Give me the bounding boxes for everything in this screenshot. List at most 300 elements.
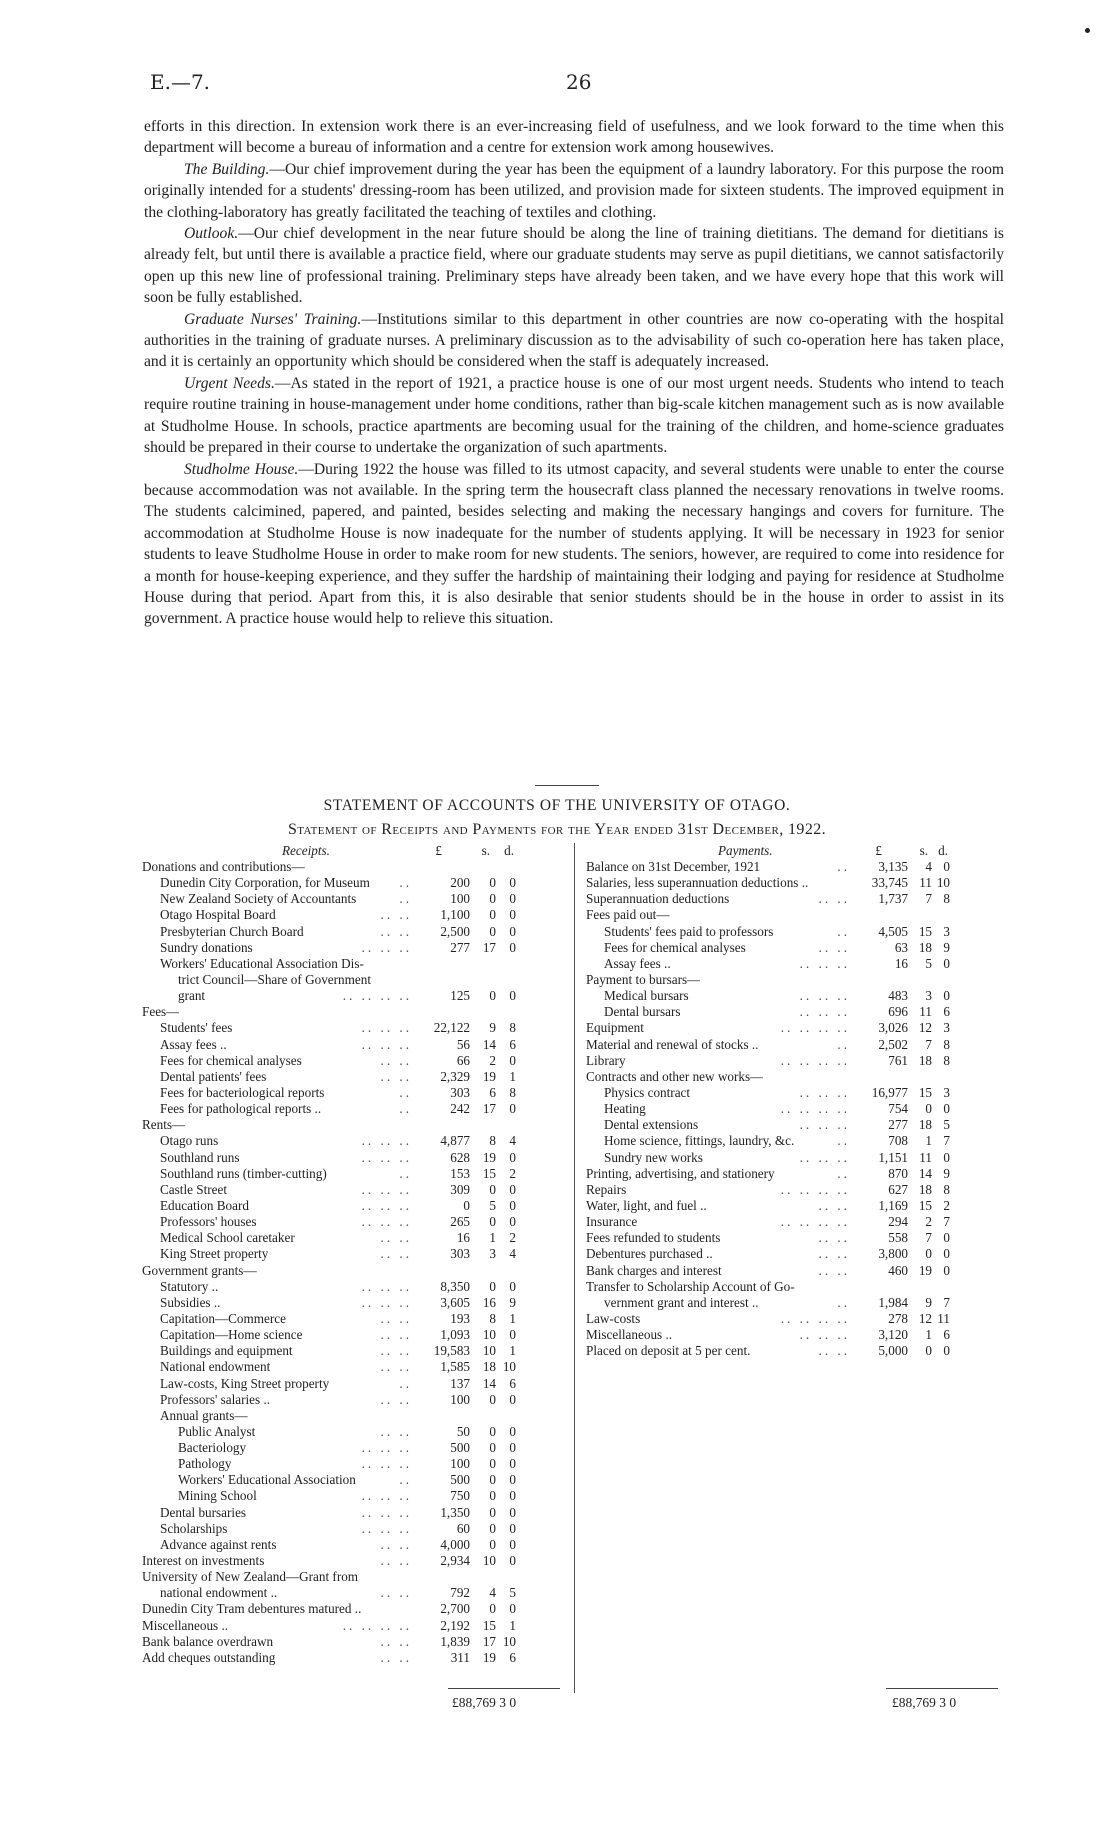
payments-shillings: 11 bbox=[919, 1004, 932, 1020]
payments-total: £88,769 3 0 bbox=[892, 1695, 957, 1710]
payments-label: Fees paid out— bbox=[586, 907, 670, 923]
receipts-leader: .. .. .. bbox=[361, 1294, 412, 1310]
payments-leader: .. bbox=[837, 1133, 850, 1149]
payments-row bbox=[586, 1182, 1000, 1198]
receipts-column bbox=[142, 843, 562, 1666]
payments-label: Miscellaneous .. bbox=[586, 1327, 673, 1343]
receipts-label: Southland runs bbox=[160, 1149, 240, 1165]
receipts-pence: 0 bbox=[509, 1504, 516, 1520]
payments-leader: .. .. bbox=[818, 1197, 850, 1213]
receipts-total: £88,769 3 0 bbox=[452, 1695, 517, 1710]
pence-header: d. bbox=[504, 843, 514, 858]
payments-shillings: 11 bbox=[919, 875, 932, 891]
payments-leader: .. .. .. bbox=[799, 955, 850, 971]
paragraph-needs bbox=[144, 373, 1004, 459]
receipts-shillings: 0 bbox=[489, 875, 496, 891]
payments-shillings: 7 bbox=[925, 1036, 932, 1052]
payments-label: Bank charges and interest bbox=[586, 1262, 722, 1278]
receipts-pounds: 500 bbox=[450, 1440, 470, 1456]
payments-label: Equipment bbox=[586, 1020, 644, 1036]
receipts-pounds: 309 bbox=[450, 1181, 470, 1197]
receipts-pence: 0 bbox=[509, 1181, 516, 1197]
receipts-row bbox=[142, 1618, 562, 1634]
receipts-shillings: 19 bbox=[482, 1649, 496, 1665]
payments-leader: .. .. .. .. bbox=[780, 1101, 850, 1117]
receipts-pounds: 56 bbox=[456, 1036, 470, 1052]
shillings-header: s. bbox=[481, 843, 490, 858]
receipts-pounds: 2,192 bbox=[440, 1617, 470, 1633]
receipts-pounds: 500 bbox=[450, 1472, 470, 1488]
receipts-pounds: 242 bbox=[450, 1101, 470, 1117]
payments-label: Material and renewal of stocks .. bbox=[586, 1036, 759, 1052]
statement-subtitle: Statement of Receipts and Payments for the Year ended 31st December, 1922. bbox=[287, 821, 827, 838]
paragraph-outlook-text: —Our chief development in the near future should be along the line of training dietitians. The demand for dietitians is already felt, but until there is available a practice field, where our graduate students may serve as pupil dietitians, we cannot satisfactorily open up this new line of professional training. Preliminary steps have already been taken, and we have every hope that this work will soon be fully established. bbox=[144, 225, 1004, 307]
pounds-header: £ bbox=[435, 843, 442, 858]
payments-header bbox=[586, 843, 1000, 859]
payments-row bbox=[586, 1246, 1000, 1262]
receipts-row bbox=[142, 1440, 562, 1456]
payments-shillings: 0 bbox=[925, 1343, 932, 1359]
payments-shillings: 7 bbox=[925, 1230, 932, 1246]
payments-pence: 0 bbox=[943, 988, 950, 1004]
receipts-leader: .. .. .. bbox=[361, 939, 412, 955]
receipts-pence: 2 bbox=[509, 1230, 516, 1246]
receipts-row bbox=[142, 907, 562, 923]
receipts-row bbox=[142, 1085, 562, 1101]
receipts-label: Fees for pathological reports .. bbox=[160, 1101, 322, 1117]
receipts-shillings: 10 bbox=[482, 1327, 496, 1343]
receipts-shillings: 0 bbox=[489, 1536, 496, 1552]
payments-leader: .. .. bbox=[818, 1246, 850, 1262]
receipts-pence: 0 bbox=[509, 1197, 516, 1213]
receipts-label: Miscellaneous .. bbox=[142, 1617, 229, 1633]
receipts-label: Bacteriology bbox=[178, 1440, 247, 1456]
receipts-label: Professors' salaries .. bbox=[160, 1391, 271, 1407]
payments-pounds: 277 bbox=[888, 1117, 908, 1133]
payments-shillings: 1 bbox=[925, 1327, 932, 1343]
payments-pounds: 16 bbox=[894, 955, 908, 971]
receipts-label: Add cheques outstanding bbox=[142, 1649, 276, 1665]
payments-pence: 3 bbox=[943, 1020, 950, 1036]
receipts-pounds: 153 bbox=[450, 1165, 470, 1181]
receipts-shillings: 2 bbox=[489, 1052, 496, 1068]
receipts-pounds: 16 bbox=[456, 1230, 470, 1246]
receipts-leader: .. .. bbox=[380, 1585, 412, 1601]
receipts-pence: 0 bbox=[509, 1052, 516, 1068]
receipts-label: Workers' Educational Association Dis- bbox=[160, 955, 364, 971]
payments-leader: .. .. bbox=[818, 891, 850, 907]
receipts-label: Workers' Educational Association bbox=[178, 1472, 356, 1488]
paragraph-studholme bbox=[144, 459, 1004, 630]
payments-label: Balance on 31st December, 1921 bbox=[586, 859, 761, 874]
paragraph-nurses bbox=[144, 309, 1004, 373]
payments-pounds: 761 bbox=[888, 1052, 908, 1068]
payments-row bbox=[586, 1311, 1000, 1327]
payments-label: Dental bursars bbox=[604, 1004, 681, 1020]
payments-pounds: 3,800 bbox=[878, 1246, 908, 1262]
payments-pence: 9 bbox=[943, 939, 950, 955]
receipts-label: Annual grants— bbox=[160, 1407, 248, 1423]
payments-pounds: 1,737 bbox=[878, 891, 908, 907]
receipts-label: Public Analyst bbox=[178, 1423, 256, 1439]
receipts-row bbox=[142, 1359, 562, 1375]
receipts-shillings: 0 bbox=[489, 907, 496, 923]
receipts-pence: 0 bbox=[509, 988, 516, 1004]
receipts-row bbox=[142, 1230, 562, 1246]
receipts-row bbox=[142, 1101, 562, 1117]
receipts-pounds: 66 bbox=[456, 1052, 470, 1068]
payments-title: Payments. bbox=[718, 843, 773, 858]
payments-pence: 0 bbox=[943, 1149, 950, 1165]
payments-shillings: 2 bbox=[925, 1214, 932, 1230]
payments-label: Repairs bbox=[586, 1181, 627, 1197]
statement-title: STATEMENT OF ACCOUNTS OF THE UNIVERSITY OF OTAGO. bbox=[323, 797, 791, 814]
receipts-leader: .. .. bbox=[380, 1230, 412, 1246]
payments-pence: 6 bbox=[943, 1327, 950, 1343]
receipts-row bbox=[142, 1117, 562, 1133]
payments-leader: .. .. .. .. bbox=[780, 1181, 850, 1197]
payments-shillings: 0 bbox=[925, 1101, 932, 1117]
receipts-label: Castle Street bbox=[160, 1181, 228, 1197]
receipts-pence: 6 bbox=[509, 1649, 516, 1665]
payments-shillings: 18 bbox=[918, 939, 932, 955]
receipts-leader: .. .. bbox=[380, 1391, 412, 1407]
receipts-row bbox=[142, 1424, 562, 1440]
receipts-leader: .. .. .. bbox=[361, 1440, 412, 1456]
payments-row bbox=[586, 1117, 1000, 1133]
receipts-title: Receipts. bbox=[282, 843, 330, 858]
body-text bbox=[144, 116, 1004, 630]
receipts-leader: .. .. bbox=[380, 1649, 412, 1665]
receipts-row bbox=[142, 1166, 562, 1182]
receipts-pounds: 1,093 bbox=[440, 1327, 470, 1343]
receipts-row bbox=[142, 1585, 562, 1601]
payments-leader: .. bbox=[837, 1036, 850, 1052]
payments-pounds: 278 bbox=[888, 1310, 908, 1326]
receipts-pence: 0 bbox=[509, 1472, 516, 1488]
payments-label: Salaries, less superannuation deductions .. bbox=[586, 875, 809, 891]
receipts-row bbox=[142, 1537, 562, 1553]
payments-row bbox=[586, 1166, 1000, 1182]
payments-pounds: 4,505 bbox=[878, 923, 908, 939]
receipts-pounds: 22,122 bbox=[433, 1020, 470, 1036]
payments-pounds: 870 bbox=[888, 1165, 908, 1181]
payments-label: Students' fees paid to professors bbox=[604, 923, 774, 939]
payments-row bbox=[586, 1053, 1000, 1069]
payments-shillings: 7 bbox=[925, 891, 932, 907]
receipts-row bbox=[142, 875, 562, 891]
payments-leader: .. .. .. .. bbox=[780, 1310, 850, 1326]
receipts-leader: .. .. .. bbox=[361, 1488, 412, 1504]
receipts-pounds: 137 bbox=[450, 1375, 470, 1391]
receipts-shillings: 3 bbox=[489, 1246, 496, 1262]
receipts-leader: .. .. bbox=[380, 1423, 412, 1439]
receipts-pounds: 303 bbox=[450, 1246, 470, 1262]
receipts-shillings: 14 bbox=[482, 1375, 496, 1391]
receipts-shillings: 19 bbox=[482, 1068, 496, 1084]
receipts-label: Capitation—Commerce bbox=[160, 1310, 286, 1326]
receipts-label: Otago Hospital Board bbox=[160, 907, 276, 923]
receipts-pounds: 8,350 bbox=[440, 1278, 470, 1294]
receipts-shillings: 0 bbox=[489, 891, 496, 907]
receipts-leader: .. .. bbox=[380, 1052, 412, 1068]
receipts-leader: .. .. bbox=[380, 1536, 412, 1552]
receipts-pence: 9 bbox=[509, 1294, 516, 1310]
payments-pence: 7 bbox=[943, 1294, 950, 1310]
payments-label: Contracts and other new works— bbox=[586, 1068, 764, 1084]
receipts-row bbox=[142, 1472, 562, 1488]
receipts-label: Education Board bbox=[160, 1197, 249, 1213]
payments-row bbox=[586, 1263, 1000, 1279]
receipts-row bbox=[142, 924, 562, 940]
receipts-label: national endowment .. bbox=[160, 1585, 278, 1601]
payments-label: Placed on deposit at 5 per cent. bbox=[586, 1343, 751, 1359]
receipts-row bbox=[142, 1004, 562, 1020]
receipts-label: Donations and contributions— bbox=[142, 859, 305, 874]
payments-label: Transfer to Scholarship Account of Go- bbox=[586, 1278, 795, 1294]
receipts-pence: 1 bbox=[509, 1310, 516, 1326]
payments-label: Library bbox=[586, 1052, 626, 1068]
payments-pence: 0 bbox=[943, 1230, 950, 1246]
receipts-label: Dunedin City Tram debentures matured .. bbox=[142, 1601, 362, 1617]
receipts-pounds: 311 bbox=[450, 1649, 470, 1665]
receipts-leader: .. bbox=[399, 1375, 412, 1391]
payments-shillings: 14 bbox=[918, 1165, 932, 1181]
payments-row bbox=[586, 956, 1000, 972]
receipts-label: Southland runs (timber-cutting) bbox=[160, 1165, 327, 1181]
payments-shillings: 12 bbox=[918, 1310, 932, 1326]
paragraph-building-text: —Our chief improvement during the year has been the equipment of a laundry laboratory. For this purpose the room originally intended for a students' dressing-room has been utilized, and provision made for sixteen students. The improved equipment in the clothing-laboratory has greatly facilitated the teaching of textiles and clothing. bbox=[144, 160, 1004, 221]
receipts-pence: 0 bbox=[509, 891, 516, 907]
receipts-row bbox=[142, 1053, 562, 1069]
receipts-label: Capitation—Home science bbox=[160, 1327, 303, 1343]
payments-row bbox=[586, 891, 1000, 907]
payments-label: Home science, fittings, laundry, &c. bbox=[604, 1133, 795, 1149]
payments-leader: .. .. .. bbox=[799, 1327, 850, 1343]
payments-row bbox=[586, 1279, 1000, 1295]
payments-row bbox=[586, 1101, 1000, 1117]
receipts-pence: 0 bbox=[509, 1520, 516, 1536]
payments-pounds: 16,977 bbox=[871, 1084, 908, 1100]
receipts-leader: .. .. .. bbox=[361, 1149, 412, 1165]
payments-leader: .. bbox=[837, 1165, 850, 1181]
receipts-row bbox=[142, 1553, 562, 1569]
receipts-pence: 0 bbox=[509, 1488, 516, 1504]
receipts-pounds: 50 bbox=[456, 1423, 470, 1439]
receipts-total-rule bbox=[448, 1688, 560, 1689]
receipts-shillings: 0 bbox=[489, 1504, 496, 1520]
payments-row bbox=[586, 1150, 1000, 1166]
receipts-label: Dunedin City Corporation, for Museum bbox=[160, 875, 370, 891]
payments-shillings: 15 bbox=[918, 923, 932, 939]
shillings-header: s. bbox=[919, 843, 928, 858]
receipts-row bbox=[142, 940, 562, 956]
receipts-shillings: 4 bbox=[489, 1585, 496, 1601]
receipts-pence: 0 bbox=[509, 1536, 516, 1552]
payments-label: Law-costs bbox=[586, 1310, 641, 1326]
payments-shillings: 12 bbox=[918, 1020, 932, 1036]
receipts-pounds: 4,877 bbox=[440, 1133, 470, 1149]
payments-shillings: 5 bbox=[925, 955, 932, 971]
receipts-leader: .. .. .. bbox=[361, 1020, 412, 1036]
receipts-shillings: 0 bbox=[489, 1456, 496, 1472]
payments-row bbox=[586, 1020, 1000, 1036]
receipts-leader: .. .. bbox=[380, 1633, 412, 1649]
pounds-header: £ bbox=[875, 843, 882, 858]
receipts-row bbox=[142, 1521, 562, 1537]
receipts-label: Buildings and equipment bbox=[160, 1343, 293, 1359]
payments-row bbox=[586, 1004, 1000, 1020]
receipts-pounds: 1,350 bbox=[440, 1504, 470, 1520]
payments-leader: .. bbox=[837, 1294, 850, 1310]
receipts-shillings: 5 bbox=[489, 1197, 496, 1213]
payments-leader: .. bbox=[837, 859, 850, 874]
receipts-pence: 6 bbox=[509, 1375, 516, 1391]
receipts-label: Dental bursaries bbox=[160, 1504, 247, 1520]
payments-leader: .. bbox=[837, 923, 850, 939]
receipts-pounds: 303 bbox=[450, 1084, 470, 1100]
payments-pounds: 294 bbox=[888, 1214, 908, 1230]
payments-shillings: 1 bbox=[925, 1133, 932, 1149]
pence-header: d. bbox=[938, 843, 948, 858]
payments-pence: 0 bbox=[943, 955, 950, 971]
heading-outlook: Outlook. bbox=[184, 225, 239, 243]
receipts-row bbox=[142, 1376, 562, 1392]
receipts-row bbox=[142, 988, 562, 1004]
receipts-pounds: 0 bbox=[463, 1197, 470, 1213]
receipts-shillings: 8 bbox=[489, 1133, 496, 1149]
paragraph-intro: efforts in this direction. In extension work there is an ever-increasing field of usefulness, and we look forward to the time when this department will become a bureau of information and a centre for extension work among housewives. bbox=[144, 118, 1004, 157]
receipts-pounds: 100 bbox=[450, 1391, 470, 1407]
payments-leader: .. .. .. bbox=[799, 1004, 850, 1020]
payments-pounds: 1,151 bbox=[878, 1149, 908, 1165]
receipts-row bbox=[142, 1392, 562, 1408]
receipts-label: Pathology bbox=[178, 1456, 232, 1472]
receipts-leader: .. .. .. bbox=[361, 1456, 412, 1472]
payments-row bbox=[586, 1085, 1000, 1101]
receipts-row bbox=[142, 859, 562, 875]
receipts-shillings: 10 bbox=[482, 1343, 496, 1359]
payments-total-rule bbox=[886, 1688, 998, 1689]
payments-label: Insurance bbox=[586, 1214, 638, 1230]
receipts-row bbox=[142, 1279, 562, 1295]
payments-pounds: 2,502 bbox=[878, 1036, 908, 1052]
receipts-leader: .. .. .. bbox=[361, 1133, 412, 1149]
receipts-pounds: 4,000 bbox=[440, 1536, 470, 1552]
heading-studholme: Studholme House. bbox=[184, 460, 299, 478]
receipts-pence: 0 bbox=[509, 1101, 516, 1117]
payments-pounds: 558 bbox=[888, 1230, 908, 1246]
receipts-label: Law-costs, King Street property bbox=[160, 1375, 330, 1391]
receipts-shillings: 1 bbox=[489, 1230, 496, 1246]
payments-pence: 8 bbox=[943, 1181, 950, 1197]
receipts-row bbox=[142, 1488, 562, 1504]
payments-label: Water, light, and fuel .. bbox=[586, 1197, 707, 1213]
receipts-row bbox=[142, 1408, 562, 1424]
receipts-leader: .. .. .. bbox=[361, 1214, 412, 1230]
receipts-pence: 0 bbox=[509, 1278, 516, 1294]
payments-shillings: 9 bbox=[925, 1294, 932, 1310]
payments-label: Payment to bursars— bbox=[586, 971, 701, 987]
payments-shillings: 11 bbox=[919, 1149, 932, 1165]
receipts-label: Scholarships bbox=[160, 1520, 228, 1536]
receipts-shillings: 19 bbox=[482, 1149, 496, 1165]
payments-row bbox=[586, 1295, 1000, 1311]
payments-label: Sundry new works bbox=[604, 1149, 703, 1165]
payments-pounds: 3,135 bbox=[878, 859, 908, 874]
payments-row bbox=[586, 972, 1000, 988]
payments-label: Debentures purchased .. bbox=[586, 1246, 713, 1262]
receipts-pence: 0 bbox=[509, 1391, 516, 1407]
receipts-pounds: 125 bbox=[450, 988, 470, 1004]
receipts-pounds: 1,839 bbox=[440, 1633, 470, 1649]
receipts-pounds: 100 bbox=[450, 1456, 470, 1472]
heading-needs: Urgent Needs. bbox=[184, 374, 275, 392]
payments-row bbox=[586, 1327, 1000, 1343]
receipts-pence: 0 bbox=[509, 1214, 516, 1230]
receipts-row bbox=[142, 1634, 562, 1650]
receipts-pence: 0 bbox=[509, 1440, 516, 1456]
receipts-label: Bank balance overdrawn bbox=[142, 1633, 274, 1649]
receipts-row bbox=[142, 956, 562, 972]
receipts-pounds: 193 bbox=[450, 1310, 470, 1326]
section-divider bbox=[535, 785, 599, 786]
payments-pence: 0 bbox=[943, 1246, 950, 1262]
receipts-leader: .. bbox=[399, 891, 412, 907]
receipts-pounds: 200 bbox=[450, 875, 470, 891]
receipts-pounds: 2,934 bbox=[440, 1553, 470, 1569]
payments-pounds: 63 bbox=[894, 939, 908, 955]
payments-row bbox=[586, 1069, 1000, 1085]
receipts-leader: .. .. bbox=[380, 1310, 412, 1326]
payments-pounds: 1,984 bbox=[878, 1294, 908, 1310]
receipts-shillings: 0 bbox=[489, 1391, 496, 1407]
receipts-shillings: 0 bbox=[489, 1472, 496, 1488]
payments-pence: 8 bbox=[943, 891, 950, 907]
paragraph-nurses-text: —Institutions similar to this department in other countries are now co-operating with the hospital authorities in the training of graduate nurses. A preliminary discussion as to the advisability of such co-operation here has taken place, and it is certainly an opportunity which should be considered when the staff is adequately increased. bbox=[144, 310, 1005, 371]
receipts-row bbox=[142, 1650, 562, 1666]
receipts-row bbox=[142, 1263, 562, 1279]
receipts-pounds: 1,585 bbox=[440, 1359, 470, 1375]
receipts-leader: .. .. bbox=[380, 907, 412, 923]
receipts-row bbox=[142, 1182, 562, 1198]
receipts-leader: .. .. .. bbox=[361, 1504, 412, 1520]
receipts-row bbox=[142, 1327, 562, 1343]
payments-leader: .. .. bbox=[818, 939, 850, 955]
receipts-label: Statutory .. bbox=[160, 1278, 219, 1294]
receipts-leader: .. bbox=[399, 1472, 412, 1488]
receipts-row bbox=[142, 1214, 562, 1230]
heading-building: The Building. bbox=[184, 160, 270, 178]
receipts-leader: .. bbox=[399, 1101, 412, 1117]
receipts-pence: 0 bbox=[509, 1553, 516, 1569]
payments-leader: .. .. .. bbox=[799, 1149, 850, 1165]
receipts-leader: .. .. bbox=[380, 923, 412, 939]
payments-label: Superannuation deductions bbox=[586, 891, 730, 907]
paragraph-studholme-text: —During 1922 the house was filled to its utmost capacity, and several students were unable to enter the course because accommodation was not available. In the spring term the housecraft class planned the necessary renovations in twelve rooms. The students calcimined, papered, and painted, besides selecting and making the necessary hangings and covers for furniture. The accommodation at Studholme House is now inadequate for the number of students applying. It will be necessary in 1923 for senior students to leave Studholme House in order to make room for new students. The seniors, however, are required to come into residence for a month for house-keeping experience, and they suffer the hardship of maintaining their lodging and paying for residence at Studholme House during that period. Apart from this, it is also desirable that senior students should be in the house in order to assist in its government. A practice house would help to relieve this situation. bbox=[144, 460, 1004, 628]
receipts-label: King Street property bbox=[160, 1246, 269, 1262]
receipts-row bbox=[142, 1456, 562, 1472]
payments-column bbox=[586, 843, 1000, 1359]
payments-label: Heating bbox=[604, 1101, 646, 1117]
payments-label: Fees for chemical analyses bbox=[604, 939, 746, 955]
receipts-leader: .. bbox=[399, 1084, 412, 1100]
receipts-leader: .. .. bbox=[380, 1359, 412, 1375]
receipts-leader: .. .. bbox=[380, 1327, 412, 1343]
receipts-leader: .. .. bbox=[380, 1553, 412, 1569]
payments-row bbox=[586, 1198, 1000, 1214]
receipts-pounds: 792 bbox=[450, 1585, 470, 1601]
